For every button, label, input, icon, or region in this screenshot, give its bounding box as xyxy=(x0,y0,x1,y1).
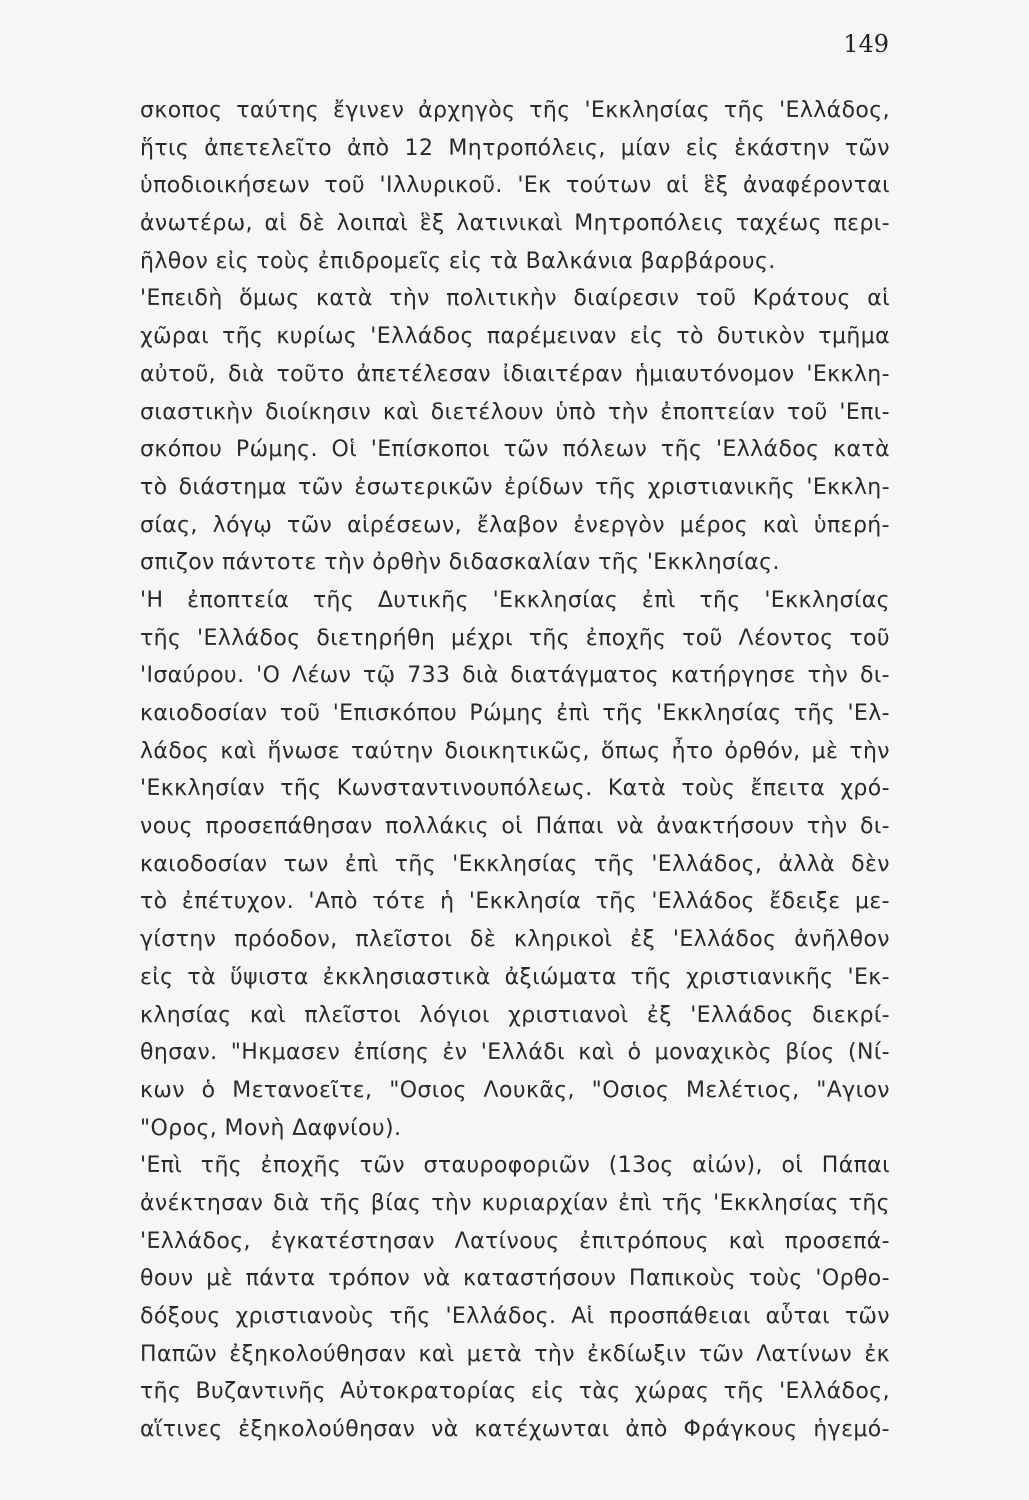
text-line: 'Επειδὴ ὅμως κατὰ τὴν πολιτικὴν διαίρεσιν τοῦ Κράτους αἱ xyxy=(140,286,890,312)
text-line: ῆλθον εἰς τοὺς ἐπιδρομεῖς εἰς τὰ Βαλκάνια βαρβάρους. xyxy=(140,248,776,274)
text-line: αἵτινες ἐξηκολούθησαν νὰ κατέχωνται ἀπὸ Φράγκους ἡγεμό- xyxy=(140,1417,890,1443)
text-line: ὑποδιοικήσεων τοῦ 'Ιλλυρικοῦ. 'Εκ τούτων αἱ ἓξ ἀναφέρονται xyxy=(140,173,890,199)
text-line: νους προσεπάθησαν πολλάκις οἱ Πάπαι νὰ ἀνακτήσουν τὴν δι- xyxy=(140,814,890,840)
text-line: κων ὁ Μετανοεῖτε, "Οσιος Λουκᾶς, "Οσιος Μελέτιος, "Αγιον xyxy=(140,1077,890,1103)
text-line: καιοδοσίαν των ἐπὶ τῆς 'Εκκλησίας τῆς 'Ελλάδος, ἀλλὰ δὲν xyxy=(140,851,890,877)
text-line: γίστην πρόοδον, πλεῖστοι δὲ κληρικοὶ ἐξ 'Ελλάδος ἀνῆλθον xyxy=(140,927,890,953)
text-line: σίας, λόγῳ τῶν αἱρέσεων, ἔλαβον ἐνεργὸν μέρος καὶ ὑπερή- xyxy=(140,512,890,538)
text-line: Παπῶν ἐξηκολούθησαν καὶ μετὰ τὴν ἐκδίωξιν τῶν Λατίνων ἐκ xyxy=(140,1341,890,1367)
text-line: ἥτις ἀπετελεῖτο ἀπὸ 12 Μητροπόλεις, μίαν εἰς ἑκάστην τῶν xyxy=(140,135,890,161)
text-line: σκοπος ταύτης ἔγινεν ἀρχηγὸς τῆς 'Εκκλησίας τῆς 'Ελλάδος, xyxy=(140,98,890,123)
text-line: ἀνωτέρω, αἱ δὲ λοιπαὶ ἓξ λατινικαὶ Μητροπόλεις ταχέως περι- xyxy=(140,211,890,237)
text-line: θησαν. "Ηκμασεν ἐπίσης ἐν 'Ελλάδι καὶ ὁ μοναχικὸς βίος (Νί- xyxy=(140,1040,890,1066)
text-line: "Ορος, Μονὴ Δαφνίου). xyxy=(140,1115,402,1141)
text-line: τῆς 'Ελλάδος διετηρήθη μέχρι τῆς ἐποχῆς τοῦ Λέοντος τοῦ xyxy=(140,625,890,651)
text-line: σπιζον πάντοτε τὴν ὀρθὴν διδασκαλίαν τῆς 'Εκκλησίας. xyxy=(140,550,780,576)
text-line: ἀνέκτησαν διὰ τῆς βίας τὴν κυριαρχίαν ἐπὶ τῆς 'Εκκλησίας τῆς xyxy=(140,1190,890,1216)
text-line: αὐτοῦ, διὰ τοῦτο ἀπετέλεσαν ἰδιαιτέραν ἡμιαυτόνομον 'Εκκλη- xyxy=(140,361,890,387)
text-line: 'Η ἐποπτεία τῆς Δυτικῆς 'Εκκλησίας ἐπὶ τῆς 'Εκκλησίας xyxy=(140,587,890,613)
text-line: χῶραι τῆς κυρίως 'Ελλάδος παρέμειναν εἰς τὸ δυτικὸν τμῆμα xyxy=(140,324,890,350)
text-line: κλησίας καὶ πλεῖστοι λόγιοι χριστιανοὶ ἐξ 'Ελλάδος διεκρί- xyxy=(140,1002,890,1028)
page-number: 149 xyxy=(843,30,889,58)
text-line: 'Ισαύρου. 'Ο Λέων τῷ 733 διὰ διατάγματος κατήργησε τὴν δι- xyxy=(140,663,890,689)
text-line: θουν μὲ πάντα τρόπον νὰ καταστήσουν Παπικοὺς τοὺς 'Ορθο- xyxy=(140,1266,890,1292)
text-line: σκόπου Ρώμης. Οἱ 'Επίσκοποι τῶν πόλεων τῆς 'Ελλάδος κατὰ xyxy=(140,437,890,463)
text-line: δόξους χριστιανοὺς τῆς 'Ελλάδος. Αἱ προσπάθειαι αὗται τῶν xyxy=(140,1304,890,1329)
text-line: εἰς τὰ ὕψιστα ἐκκλησιαστικὰ ἀξιώματα τῆς χριστιανικῆς 'Εκ- xyxy=(140,964,890,990)
text-line: τὸ ἐπέτυχον. 'Απὸ τότε ἡ 'Εκκλησία τῆς 'Ελλάδος ἔδειξε με- xyxy=(140,889,890,915)
text-line: καιοδοσίαν τοῦ 'Επισκόπου Ρώμης ἐπὶ τῆς 'Εκκλησίας τῆς 'Ελ- xyxy=(140,701,890,726)
body-text xyxy=(140,92,890,1449)
text-line: λάδος καὶ ἥνωσε ταύτην διοικητικῶς, ὅπως ἦτο ὀρθόν, μὲ τὴν xyxy=(140,738,890,764)
text-line: σιαστικὴν διοίκησιν καὶ διετέλουν ὑπὸ τὴν ἐποπτείαν τοῦ 'Επι- xyxy=(140,399,890,425)
text-line: 'Επὶ τῆς ἐποχῆς τῶν σταυροφοριῶν (13ος αἰών), οἱ Πάπαι xyxy=(140,1153,890,1179)
text-line: τὸ διάστημα τῶν ἐσωτερικῶν ἐρίδων τῆς χριστιανικῆς 'Εκκλη- xyxy=(140,474,890,500)
text-line: 'Εκκλησίαν τῆς Κωνσταντινουπόλεως. Κατὰ τοὺς ἔπειτα χρό- xyxy=(140,776,890,802)
text-line: 'Ελλάδος, ἐγκατέστησαν Λατίνους ἐπιτρόπους καὶ προσεπά- xyxy=(140,1228,890,1254)
text-line: τῆς Βυζαντινῆς Αὐτοκρατορίας εἰς τὰς χώρας τῆς 'Ελλάδος, xyxy=(140,1379,890,1405)
